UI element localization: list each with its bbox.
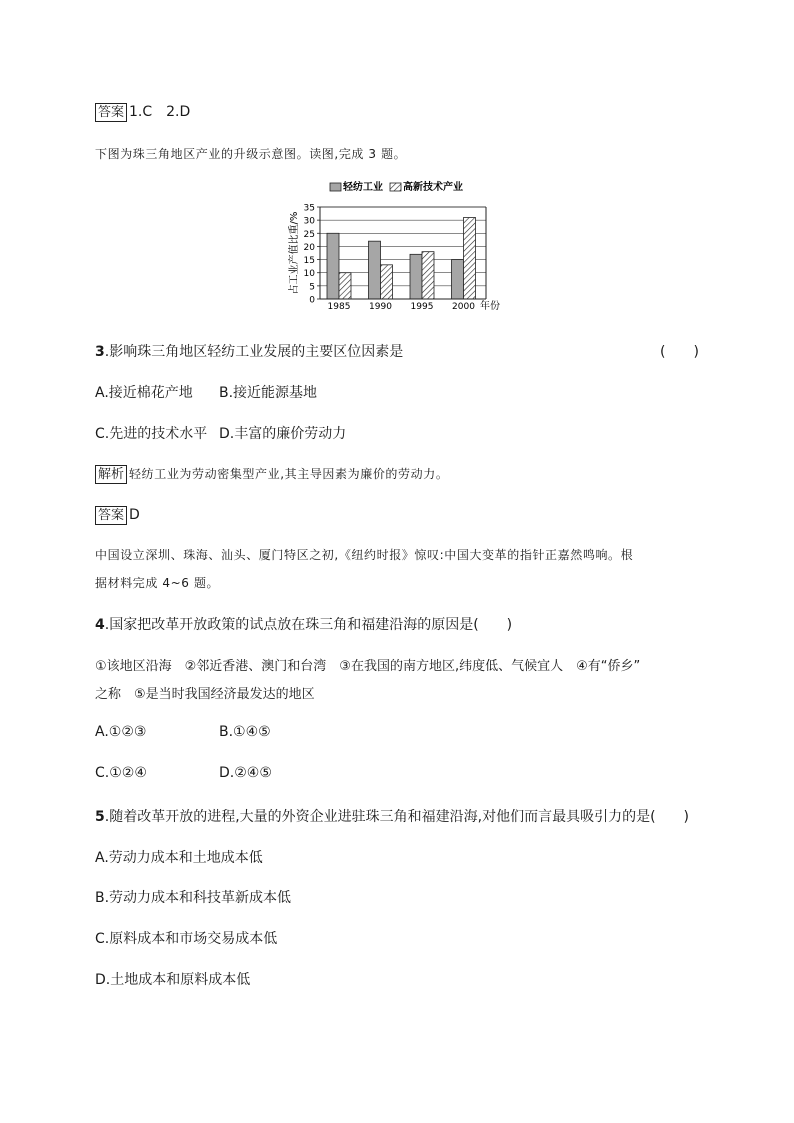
y-tick-label: 25 [303, 229, 315, 240]
y-tick-label: 15 [303, 256, 315, 267]
answer-paren: ( ) [660, 344, 699, 360]
question-text: .影响珠三角地区轻纺工业发展的主要区位因素是 [104, 344, 404, 360]
industry-upgrade-chart [280, 180, 520, 320]
analysis-text: 轻纺工业为劳动密集型产业,其主导因素为廉价的劳动力。 [129, 467, 449, 481]
answer-text: 1.C 2.D [129, 104, 191, 120]
legend-label: 高新技术产业 [403, 182, 463, 193]
question-number: 4 [95, 617, 105, 633]
intro-q3: 下图为珠三角地区产业的升级示意图。读图,完成 3 题。 [95, 147, 407, 161]
question-number: 5 [95, 809, 105, 825]
analysis-block-3 [95, 463, 448, 484]
q4-option-b: B.①④⑤ [219, 724, 271, 740]
question-3-stem [95, 341, 403, 361]
q4-items-line2: 之称 ⑤是当时我国经济最发达的地区 [95, 687, 315, 702]
question-number: 3 [95, 344, 105, 360]
q3-option-c: C.先进的技术水平 [95, 426, 208, 442]
answer-block-1 [95, 101, 190, 122]
y-tick-label: 20 [303, 242, 315, 253]
bar-high-tech-1990 [381, 265, 393, 299]
legend-label: 轻纺工业 [343, 182, 383, 193]
x-tick-label: 1990 [369, 302, 392, 312]
q4-option-d: D.②④⑤ [219, 765, 272, 781]
q3-option-d: D.丰富的廉价劳动力 [219, 426, 347, 442]
question-text: .随着改革开放的进程,大量的外资企业进驻珠三角和福建沿海,对他们而言最具吸引力的是( ) [104, 809, 690, 825]
x-tick-label: 1985 [327, 302, 351, 312]
q4-option-a: A.①②③ [95, 724, 147, 740]
y-tick-label: 5 [309, 282, 315, 293]
q5-option-a: A.劳动力成本和土地成本低 [95, 850, 263, 866]
question-text: .国家把改革开放政策的试点放在珠三角和福建沿海的原因是( ) [104, 617, 513, 633]
bar-high-tech-1985 [339, 273, 351, 299]
intro-q4-6-line2: 据材料完成 4~6 题。 [95, 576, 220, 590]
q4-option-c: C.①②④ [95, 765, 147, 781]
q5-option-d: D.土地成本和原料成本低 [95, 972, 251, 988]
legend-swatch [390, 183, 401, 191]
answer-tag: 答案 [95, 506, 127, 525]
q3-option-a: A.接近棉花产地 [95, 385, 193, 401]
bar-high-tech-2000 [464, 218, 476, 299]
answer-block-3 [95, 504, 140, 525]
bar-high-tech-1995 [422, 252, 434, 299]
bar-light-textile-2000 [452, 260, 464, 299]
bar-light-textile-1985 [327, 233, 339, 299]
bar-light-textile-1995 [410, 254, 422, 299]
q4-items-line1: ①该地区沿海 ②邻近香港、澳门和台湾 ③在我国的南方地区,纬度低、气候宜人 ④有“侨乡” [95, 659, 641, 674]
answer-tag: 答案 [95, 103, 127, 122]
q5-option-c: C.原料成本和市场交易成本低 [95, 931, 278, 947]
legend-swatch [330, 183, 341, 191]
y-axis-label: 占工业产值比重/% [289, 211, 300, 295]
question-4-stem [95, 614, 512, 634]
x-tick-label: 1995 [410, 302, 434, 312]
y-tick-label: 10 [303, 269, 315, 280]
bar-light-textile-1990 [369, 241, 381, 299]
question-5-stem [95, 806, 689, 826]
analysis-tag: 解析 [95, 465, 127, 484]
y-tick-label: 30 [303, 216, 315, 227]
x-tick-label: 2000 [452, 302, 475, 312]
y-tick-label: 35 [303, 203, 315, 214]
y-tick-label: 0 [309, 295, 315, 306]
intro-q4-6-line1: 中国设立深圳、珠海、汕头、厦门特区之初,《纽约时报》惊叹:中国大变革的指针正嘉然鸣响。根 [95, 548, 634, 562]
x-axis-label: 年份 [480, 301, 500, 312]
q3-option-b: B.接近能源基地 [219, 385, 318, 401]
q5-option-b: B.劳动力成本和科技革新成本低 [95, 890, 292, 906]
answer-text: D [129, 507, 140, 523]
